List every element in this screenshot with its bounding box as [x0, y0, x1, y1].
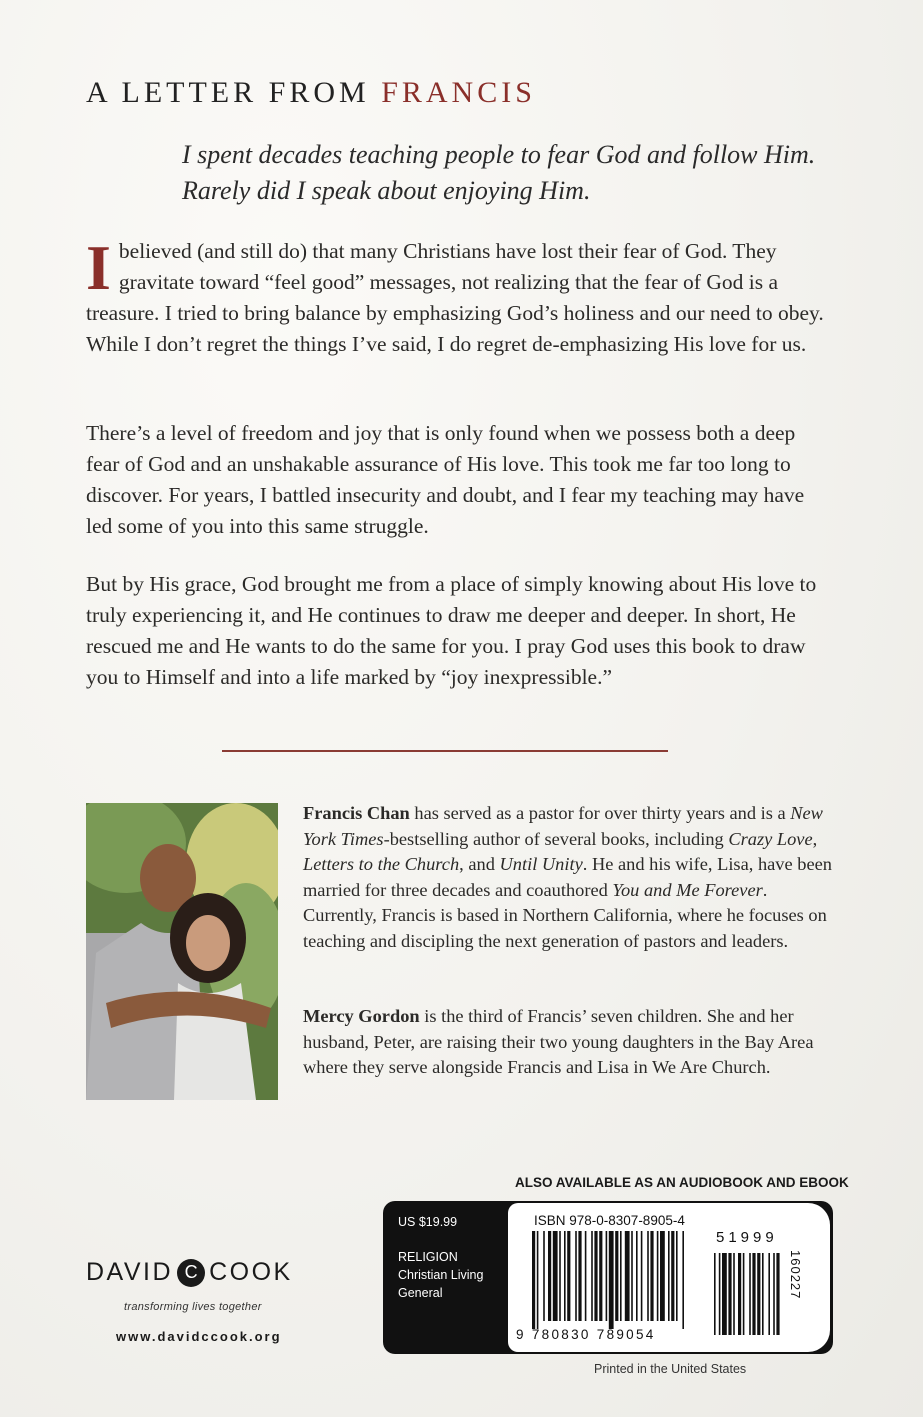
printed-in: Printed in the United States [594, 1362, 747, 1376]
paragraph-1 [86, 232, 826, 360]
publisher-url[interactable]: www.davidccook.org [116, 1329, 282, 1344]
drop-cap: I [86, 232, 111, 303]
also-available: ALSO AVAILABLE AS AN AUDIOBOOK AND EBOOK [515, 1175, 849, 1190]
side-code: 160227 [788, 1250, 803, 1300]
bio-text: . Currently, Francis is based in Northern California, where he focuses on teaching and discipling the next generation of pastors and leaders. [303, 879, 827, 951]
book-title: Crazy Love [728, 828, 813, 849]
bio-text: -bestselling author of several books, including [383, 828, 729, 849]
category-2: Christian Living [398, 1268, 484, 1282]
bio-francis-name: Francis Chan [303, 803, 410, 823]
category-1: RELIGION [398, 1250, 458, 1264]
letter-heading [86, 76, 536, 110]
price-code: 51999 [716, 1229, 778, 1246]
paragraph-2: There’s a level of freedom and joy that is only found when we possess both a deep fear of God and an unshakable assurance of His love. This took me far too long to discover. For years, I battled insecurity and doubt, and I fear my teaching may have led some of you into this same struggle. [86, 421, 805, 538]
category-3: General [398, 1286, 443, 1300]
publisher-tagline: transforming lives together [124, 1301, 262, 1313]
paragraph-3: But by His grace, God brought me from a place of simply knowing about His love to truly experiencing it, and He continues to draw me deeper and deeper. In short, He rescued me and He wants to do the same for you. I pray God uses this book to draw you to Himself and into a life marked by “joy inexpressible.” [86, 572, 817, 689]
pull-quote: I spent decades teaching people to fear God and follow Him. Rarely did I speak about enjoying Him. [182, 140, 816, 205]
bio-italic: New York Times [303, 803, 823, 849]
price: US $19.99 [398, 1215, 458, 1229]
bio-text: . He and his wife, Lisa, have been married for three decades and coauthored [303, 854, 832, 900]
book-title: Until Unity [499, 854, 583, 875]
section-divider [222, 750, 668, 752]
paragraph-1-text: believed (and still do) that many Christians have lost their fear of God. They gravitate toward “feel good” messages, not realizing that the fear of God is a treasure. I tried to bring balance by emphasizing God’s holiness and our need to obey. While I don’t regret the things I’ve said, I do regret de-emphasizing His love for us. [86, 239, 824, 356]
isbn-digits: 9 780830 789054 [516, 1327, 656, 1342]
bio-mercy [303, 1004, 833, 1081]
publisher-logo [86, 1258, 330, 1287]
isbn-label: ISBN 978-0-8307-8905-4 [534, 1213, 685, 1228]
book-title: Letters to the Church [303, 854, 460, 875]
bio-mercy-name: Mercy Gordon [303, 1006, 420, 1026]
bio-text: , [812, 828, 818, 849]
bio-text: , and [459, 854, 500, 875]
bio-text: is the third of Francis’ seven children. She and her husband, Peter, are raising their two young daughters in the Bay Area where they serve alongside Francis and Lisa in We Are Church. [303, 1006, 814, 1078]
book-title: You and Me Forever [612, 879, 763, 900]
publisher-name-left: DAVID [86, 1258, 174, 1286]
publisher-name-right: COOK [209, 1258, 293, 1286]
publisher-c-icon: C [177, 1259, 205, 1287]
publisher-block [86, 1258, 330, 1344]
author-photo [86, 803, 278, 1100]
heading-name: FRANCIS [381, 76, 536, 109]
bio-francis [303, 801, 833, 955]
heading-prefix: A LETTER FROM [86, 76, 370, 109]
bio-text: has served as a pastor for over thirty years and is a [409, 803, 791, 823]
